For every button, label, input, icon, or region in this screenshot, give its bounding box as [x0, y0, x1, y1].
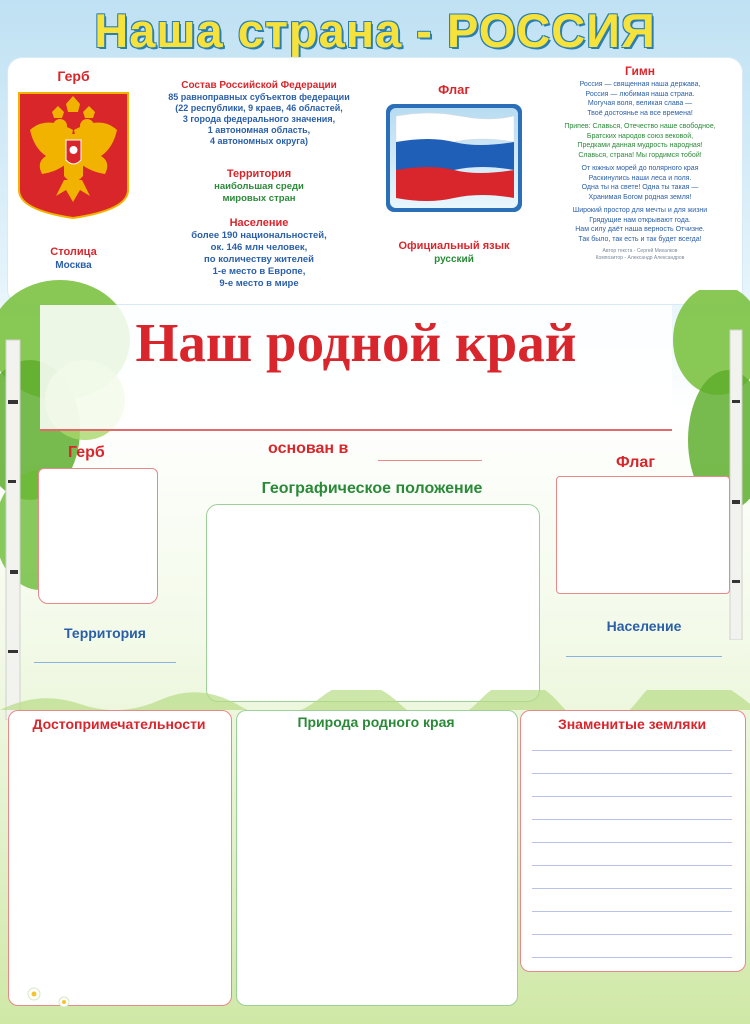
region-title: Наш родной край	[135, 312, 577, 373]
anthem-line: Грядущие нам открывают года.	[589, 216, 691, 224]
famous-people-label: Знаменитые земляки	[557, 716, 707, 732]
famous-line[interactable]	[532, 911, 732, 912]
poster-title: Наша страна - РОССИЯ	[94, 4, 656, 57]
famous-line[interactable]	[532, 957, 732, 958]
territory-block	[136, 168, 382, 205]
anthem-line: Нам силу даёт наша верность Отчизне.	[575, 226, 705, 233]
population-block	[136, 217, 382, 290]
federation-line: 4 автономных округа)	[210, 136, 308, 146]
famous-line[interactable]	[532, 888, 732, 889]
daisy-flowers-icon	[20, 982, 100, 1012]
anthem-line: От южных морей до полярного края	[581, 165, 699, 172]
federation-line: 85 равноправных субъектов федерации	[168, 92, 350, 102]
founded-field[interactable]	[378, 460, 482, 461]
population-line: 9-е место в мире	[219, 278, 299, 289]
federation-line: 1 автономная область,	[207, 125, 311, 135]
anthem-title: Гимн	[624, 64, 655, 78]
population-line: ок. 146 млн человек,	[210, 242, 308, 253]
anthem-line: Могучая воля, великая слава —	[587, 100, 693, 107]
anthem-line: Россия — священная наша держава,	[579, 81, 701, 88]
population-line: 1-е место в Европе,	[212, 266, 306, 277]
region-territory-field[interactable]	[34, 662, 176, 663]
russian-flag-icon	[390, 108, 518, 208]
anthem-line: Россия — любимая наша страна.	[585, 90, 695, 98]
federation-line: (22 республики, 9 краев, 46 областей,	[175, 103, 343, 113]
territory-line: мировых стран	[222, 193, 296, 204]
federation-lines	[136, 92, 382, 147]
region-population-label: Население	[606, 618, 682, 634]
region-flag-label: Флаг	[616, 454, 655, 471]
anthem-block	[546, 64, 734, 266]
geography-label: Географическое положение	[261, 480, 483, 497]
sights-box[interactable]	[8, 710, 232, 1006]
anthem-line: Братских народов союз вековой,	[586, 132, 694, 140]
famous-line[interactable]	[532, 842, 732, 843]
capital-value: Москва	[55, 260, 92, 271]
famous-line[interactable]	[532, 796, 732, 797]
region-coat-of-arms-box[interactable]	[38, 468, 158, 604]
russia-flag-label: Флаг	[438, 82, 470, 97]
anthem-line: Раскинулись наши леса и поля.	[588, 174, 692, 182]
russia-territory-title: Территория	[226, 168, 292, 180]
anthem-line: Предками данная мудрость народная!	[577, 142, 703, 149]
region-coat-of-arms-label: Герб	[68, 444, 105, 461]
famous-line[interactable]	[532, 750, 732, 751]
language-value: русский	[434, 254, 474, 265]
nature-label: Природа родного края	[297, 714, 455, 730]
anthem-credit: Композитор - Александр Александров	[595, 255, 685, 261]
anthem-line: Широкий простор для мечты и для жизни	[572, 207, 708, 214]
region-population-field[interactable]	[566, 656, 722, 657]
region-territory-label: Территория	[64, 625, 146, 641]
russia-population-title: Население	[229, 217, 289, 229]
russia-coat-of-arms-label: Герб	[57, 68, 90, 84]
federation-block	[136, 80, 382, 147]
anthem-line: Хранимая Богом родная земля!	[588, 193, 692, 201]
language-label: Официальный язык	[398, 240, 510, 252]
region-flag-box[interactable]	[556, 476, 730, 594]
famous-line[interactable]	[532, 773, 732, 774]
nature-box[interactable]	[236, 710, 518, 1006]
double-headed-eagle-icon	[16, 90, 131, 220]
capital-label: Столица	[50, 246, 97, 258]
famous-line[interactable]	[532, 934, 732, 935]
grass-strip-icon	[0, 690, 750, 710]
anthem-line: Твоё достоянье на все времена!	[587, 109, 693, 117]
anthem-line: Одна ты на свете! Одна ты такая —	[581, 184, 699, 191]
founded-label: основан в	[268, 440, 349, 457]
federation-line: 3 города федерального значения,	[182, 114, 336, 124]
famous-line[interactable]	[532, 865, 732, 866]
geography-box[interactable]	[206, 504, 540, 702]
population-line: более 190 национальностей,	[191, 230, 327, 241]
territory-line: наибольшая среди	[214, 181, 304, 192]
anthem-credit: Автор текста - Сергей Михалков	[602, 248, 678, 254]
russia-flag-picture	[386, 104, 522, 212]
anthem-line: Славься, страна! Мы гордимся тобой!	[578, 151, 702, 159]
federation-title: Состав Российской Федерации	[181, 80, 337, 91]
anthem-line: Так было, так есть и так будет всегда!	[578, 235, 702, 243]
sights-label: Достопримечательности	[32, 716, 206, 732]
population-line: по количеству жителей	[204, 254, 314, 265]
famous-line[interactable]	[532, 819, 732, 820]
anthem-line: Припев: Славься, Отечество наше свободное,	[564, 123, 716, 130]
